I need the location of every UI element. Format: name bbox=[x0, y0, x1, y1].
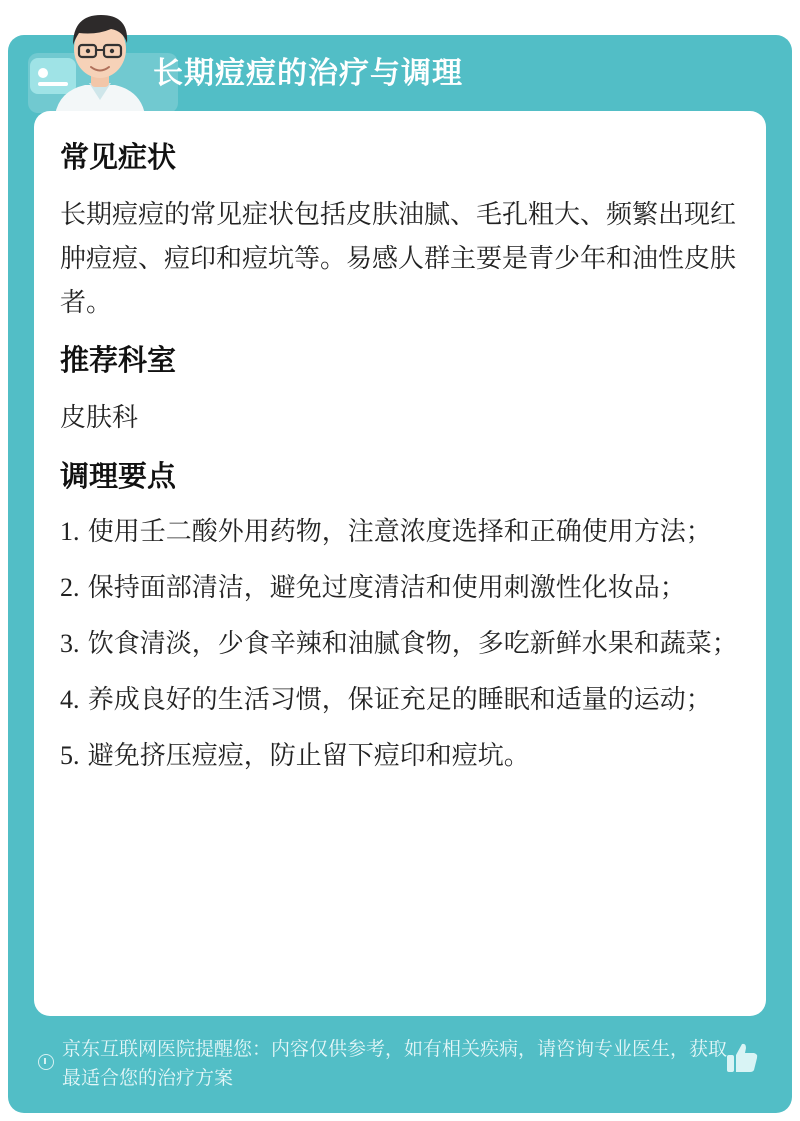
list-item-number: 5. bbox=[60, 741, 80, 770]
list-item bbox=[60, 678, 740, 722]
list-item-text: 使用壬二酸外用药物，注意浓度选择和正确使用方法； bbox=[87, 517, 712, 547]
list-item bbox=[60, 510, 740, 554]
thumbs-up-icon[interactable] bbox=[724, 1040, 760, 1076]
info-icon bbox=[38, 1054, 54, 1070]
footer-disclaimer: 京东互联网医院提醒您：内容仅供参考，如有相关疾病，请咨询专业医生，获取最适合您的治疗方案 bbox=[62, 1038, 728, 1089]
page-title: 长期痘痘的治疗与调理 bbox=[153, 56, 463, 91]
doctor-avatar bbox=[45, 5, 155, 115]
department-heading: 推荐科室 bbox=[60, 343, 177, 377]
list-item-number: 2. bbox=[60, 573, 80, 602]
symptoms-text: 长期痘痘的常见症状包括皮肤油腻、毛孔粗大、频繁出现红肿痘痘、痘印和痘坑等。易感人群主要是青少年和油性皮肤者。 bbox=[60, 200, 737, 318]
list-item bbox=[60, 622, 740, 666]
list-item-number: 1. bbox=[60, 517, 80, 546]
care-heading: 调理要点 bbox=[60, 459, 177, 493]
list-item-text: 饮食清淡，少食辛辣和油腻食物，多吃新鲜水果和蔬菜； bbox=[87, 629, 738, 659]
list-item-number: 3. bbox=[60, 629, 80, 658]
list-item bbox=[60, 734, 740, 778]
list-item bbox=[60, 566, 740, 610]
symptoms-heading: 常见症状 bbox=[60, 140, 177, 174]
list-item-text: 保持面部清洁，避免过度清洁和使用刺激性化妆品； bbox=[87, 573, 686, 603]
care-list bbox=[60, 510, 740, 778]
department-text: 皮肤科 bbox=[60, 403, 139, 433]
list-item-number: 4. bbox=[60, 685, 80, 714]
list-item-text: 养成良好的生活习惯，保证充足的睡眠和适量的运动； bbox=[87, 685, 712, 715]
list-item-text: 避免挤压痘痘，防止留下痘印和痘坑。 bbox=[87, 741, 530, 771]
content-panel bbox=[34, 111, 766, 1016]
